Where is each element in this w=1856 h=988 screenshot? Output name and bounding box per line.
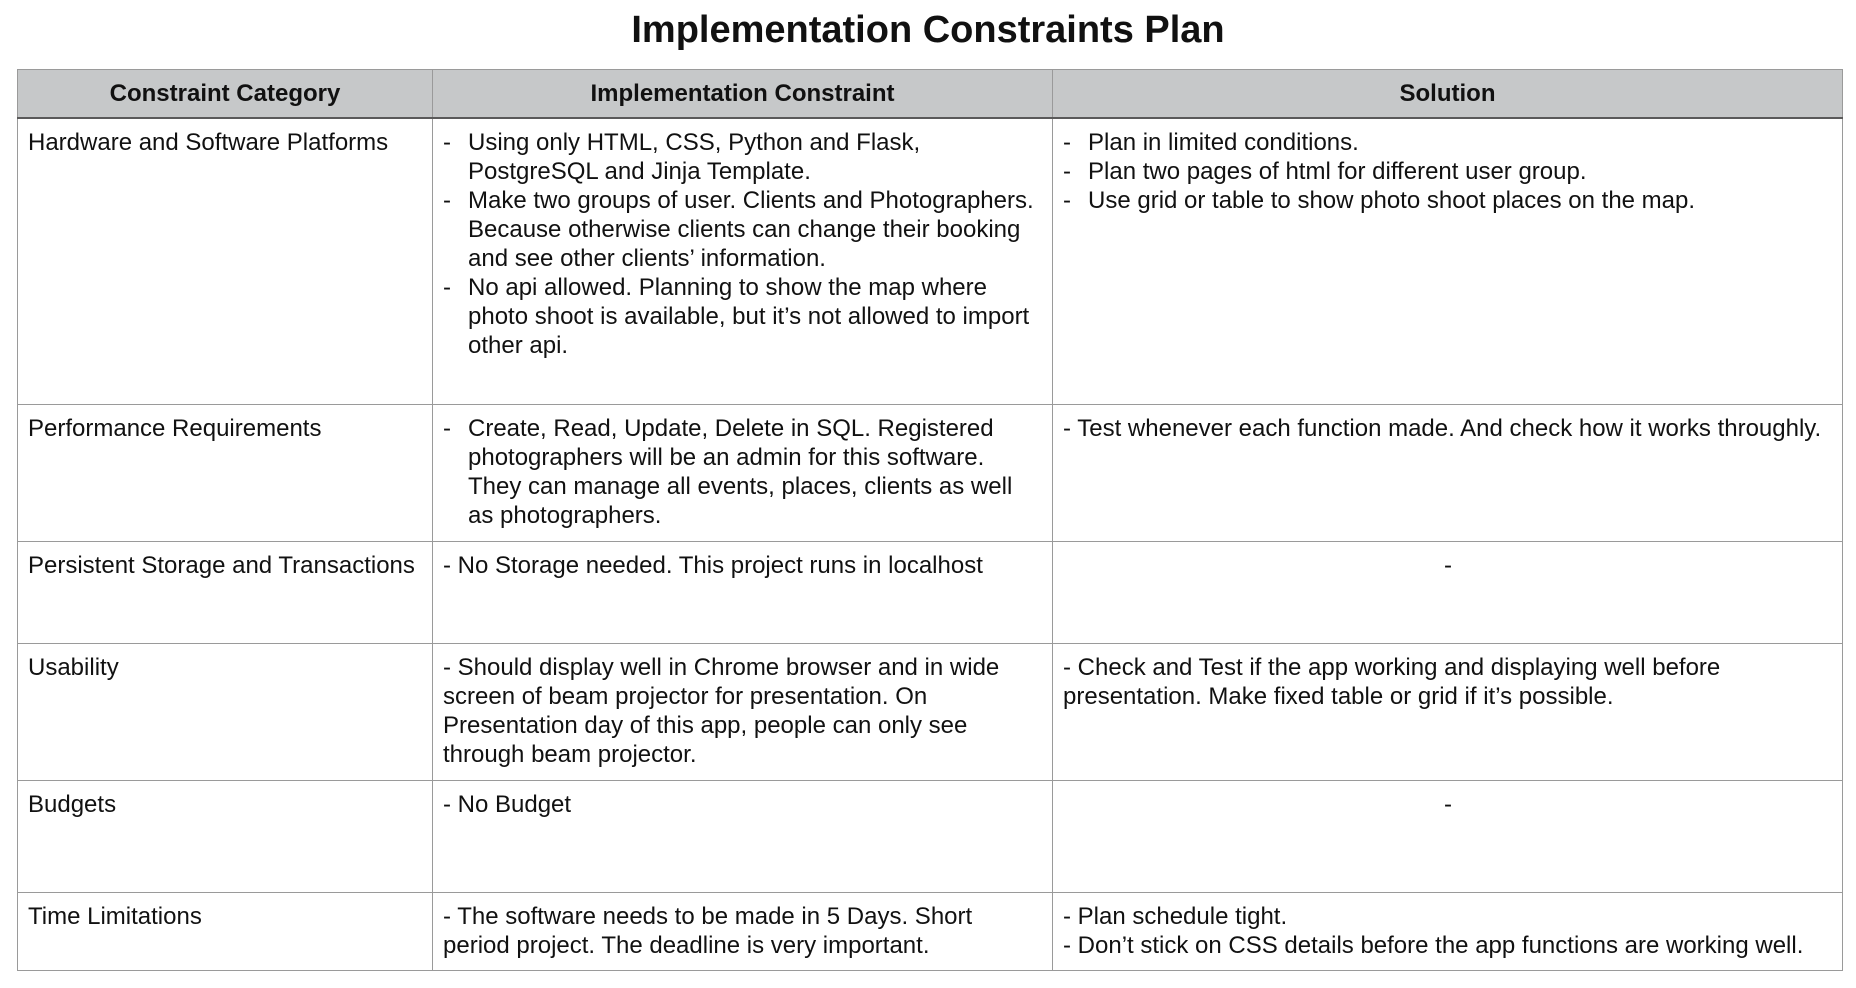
solution-cell: - <box>1053 541 1843 643</box>
table-row <box>18 541 1843 643</box>
category-cell: Persistent Storage and Transactions <box>18 541 433 643</box>
page-title: Implementation Constraints Plan <box>631 9 1225 51</box>
category-cell: Performance Requirements <box>18 404 433 541</box>
constraint-list <box>443 414 1043 530</box>
solution-cell: - Test whenever each function made. And check how it works throughly. <box>1053 404 1843 541</box>
solution-cell <box>1053 892 1843 970</box>
constraint-cell: - No Storage needed. This project runs in localhost <box>433 541 1053 643</box>
constraint-cell: - No Budget <box>433 780 1053 892</box>
category-cell: Budgets <box>18 780 433 892</box>
solution-line: - Don’t stick on CSS details before the app functions are working well. <box>1063 931 1804 959</box>
column-header-solution: Solution <box>1053 70 1843 119</box>
solution-cell <box>1053 118 1843 404</box>
table-row <box>18 118 1843 404</box>
list-item: - Make two groups of user. Clients and Photographers. Because otherwise clients can change their booking and see other clients’ information. <box>443 186 1043 273</box>
list-item: - Plan two pages of html for different user group. <box>1063 157 1833 186</box>
solution-cell: - Check and Test if the app working and displaying well before presentation. Make fixed table or grid if it’s possible. <box>1053 643 1843 780</box>
list-item: - No api allowed. Planning to show the map where photo shoot is available, but it’s not allowed to import other api. <box>443 273 1043 360</box>
table-row <box>18 643 1843 780</box>
solution-line: - Plan schedule tight. <box>1063 902 1288 930</box>
table-header-row <box>18 70 1843 119</box>
column-header-constraint-category: Constraint Category <box>18 70 433 119</box>
solution-list <box>1063 128 1833 215</box>
list-item: - Use grid or table to show photo shoot places on the map. <box>1063 186 1833 215</box>
solution-cell: - <box>1053 780 1843 892</box>
list-item: - Create, Read, Update, Delete in SQL. Registered photographers will be an admin for this software. They can manage all events, places, clients as well as photographers. <box>443 414 1043 530</box>
table-row <box>18 780 1843 892</box>
list-item: - Plan in limited conditions. <box>1063 128 1833 157</box>
table-row <box>18 892 1843 970</box>
constraint-cell: - Should display well in Chrome browser and in wide screen of beam projector for presentation. On Presentation day of this app, people can only see through beam projector. <box>433 643 1053 780</box>
table-row <box>18 404 1843 541</box>
list-item: - Using only HTML, CSS, Python and Flask, PostgreSQL and Jinja Template. <box>443 128 1043 186</box>
category-cell: Usability <box>18 643 433 780</box>
constraint-cell <box>433 118 1053 404</box>
constraint-cell: - The software needs to be made in 5 Days. Short period project. The deadline is very important. <box>433 892 1053 970</box>
category-cell: Time Limitations <box>18 892 433 970</box>
category-cell: Hardware and Software Platforms <box>18 118 433 404</box>
column-header-implementation-constraint: Implementation Constraint <box>433 70 1053 119</box>
constraints-table <box>17 69 1843 971</box>
constraint-cell <box>433 404 1053 541</box>
constraint-list <box>443 128 1043 360</box>
